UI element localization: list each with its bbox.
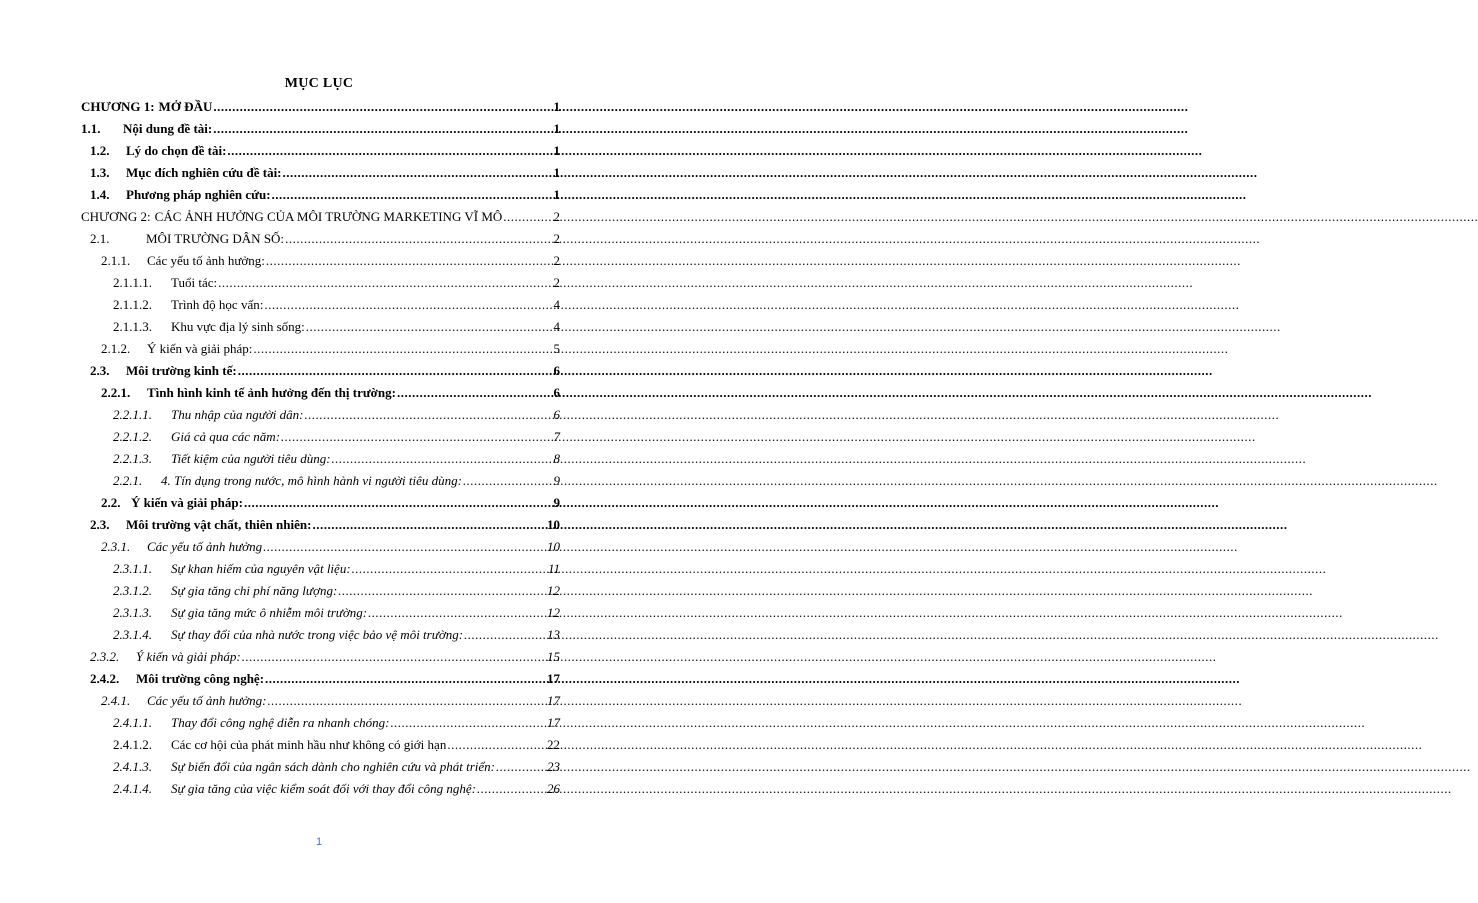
toc-entry-page: 12 — [547, 605, 560, 620]
toc-entry-title: Các cơ hội của phát minh hầu như không có giới hạn — [171, 737, 447, 752]
dot-leader — [390, 712, 546, 734]
dot-leader — [253, 338, 552, 360]
toc-entry-number: 2.4.1.1. — [113, 715, 152, 730]
toc-entry[interactable] — [90, 668, 560, 690]
toc-entry-page: 5 — [553, 341, 560, 356]
toc-entry-number: 2.1.2. — [101, 341, 131, 356]
toc-entry[interactable] — [113, 404, 560, 426]
toc-entry-page: 7 — [553, 429, 560, 444]
toc-entry[interactable] — [113, 734, 560, 756]
toc-entry-number: 2.3. — [90, 517, 110, 532]
toc-entry-title: Các yếu tố ảnh hưởng: — [147, 253, 265, 268]
dot-leader — [477, 778, 546, 800]
toc-entry[interactable] — [90, 140, 560, 162]
toc-entry-title: MỞ ĐẦU — [158, 99, 213, 114]
toc-entry-number: 2.1.1. — [101, 253, 131, 268]
toc-entry-number: 2.4.1.4. — [113, 781, 152, 796]
toc-entry-page: 11 — [547, 561, 560, 576]
dot-leader — [332, 448, 553, 470]
toc-entry[interactable] — [90, 360, 560, 382]
toc-entry-page: 4 — [553, 297, 560, 312]
dot-leader — [312, 514, 546, 536]
toc-entry-title: Tình hình kinh tế ảnh hưởng đến thị trường: — [147, 385, 396, 400]
toc-entry[interactable] — [90, 514, 560, 536]
toc-entry-number: 2.3.1.1. — [113, 561, 152, 576]
toc-entry-title: Sự gia tăng chi phí năng lượng: — [171, 583, 338, 598]
toc-entry-number: 2.1. — [90, 231, 110, 246]
toc-entry-number: 2.2.1. — [101, 385, 131, 400]
toc-entry[interactable] — [113, 470, 560, 492]
toc-entry[interactable] — [113, 624, 560, 646]
toc-entry-page: 2 — [553, 253, 560, 268]
toc-entry-title: Nội dung đề tài: — [123, 121, 213, 136]
toc-entry[interactable] — [101, 492, 560, 514]
toc-entry-number: 2.2. — [101, 495, 121, 510]
dot-leader — [227, 140, 552, 162]
toc-entry-page: 6 — [553, 385, 560, 400]
toc-entry-number: 2.3.1.4. — [113, 627, 152, 642]
toc-entry-number: 2.4.1.3. — [113, 759, 152, 774]
toc-entry-page: 1 — [553, 187, 560, 202]
toc-entry-page: 23 — [547, 759, 560, 774]
dot-leader — [368, 602, 546, 624]
toc-entry-page: 2 — [553, 275, 560, 290]
dot-leader — [242, 646, 546, 668]
toc-entry[interactable] — [90, 162, 560, 184]
dot-leader — [213, 118, 552, 140]
toc-entry-page: 13 — [547, 627, 560, 642]
toc-entry-title: 4. Tín dụng trong nước, mô hình hành vi người tiêu dùng: — [161, 473, 462, 488]
toc-entry[interactable] — [113, 756, 560, 778]
toc-entry[interactable] — [113, 316, 560, 338]
toc-entry[interactable] — [113, 778, 560, 800]
toc-entry-title: Thu nhập của người dân: — [171, 407, 304, 422]
toc-entry-page: 2 — [553, 231, 560, 246]
dot-leader — [265, 668, 546, 690]
toc-entry-number: CHƯƠNG 2: — [81, 209, 151, 224]
toc-entry-title: Sự gia tăng mức ô nhiễm môi trường: — [171, 605, 368, 620]
dot-leader — [352, 558, 547, 580]
dot-leader — [272, 184, 553, 206]
toc-entry[interactable] — [113, 558, 560, 580]
dot-leader — [264, 294, 552, 316]
toc-entry-number: 2.3.1.3. — [113, 605, 152, 620]
toc-entry-number: 2.1.1.2. — [113, 297, 152, 312]
toc-entry[interactable] — [101, 338, 560, 360]
toc-entry-title: Giá cả qua các năm: — [171, 429, 281, 444]
dot-leader — [463, 470, 553, 492]
toc-entry-number: CHƯƠNG 1: — [81, 99, 155, 114]
dot-leader — [266, 250, 553, 272]
toc-entry-page: 4 — [553, 319, 560, 334]
toc-entry-page: 26 — [547, 781, 560, 796]
dot-leader — [285, 228, 552, 250]
dot-leader — [306, 316, 553, 338]
dot-leader — [304, 404, 552, 426]
toc-entry-title: Lý do chọn đề tài: — [126, 143, 227, 158]
dot-leader — [267, 690, 546, 712]
toc-entry-page: 10 — [547, 539, 560, 554]
toc-entry-number: 2.4.1. — [101, 693, 131, 708]
toc-entry-title: Tiết kiệm của người tiêu dùng: — [171, 451, 331, 466]
toc-entry-number: 2.1.1.3. — [113, 319, 152, 334]
dot-leader — [338, 580, 546, 602]
toc-entry[interactable] — [101, 690, 560, 712]
toc-entry-title: CÁC ẢNH HƯỞNG CỦA MÔI TRƯỜNG MARKETING VĨ MÔ — [154, 209, 503, 224]
toc-entry[interactable] — [113, 602, 560, 624]
toc-entry[interactable] — [113, 448, 560, 470]
toc-entry-page: 8 — [553, 451, 560, 466]
toc-entry-page: 1 — [553, 121, 560, 136]
toc-entry[interactable] — [113, 272, 560, 294]
toc-entry-page: 17 — [547, 671, 560, 686]
document-page — [0, 0, 638, 903]
toc-entry[interactable] — [113, 580, 560, 602]
toc-entry[interactable] — [90, 184, 560, 206]
dot-leader — [244, 492, 553, 514]
toc-entry-number: 2.2.1.3. — [113, 451, 152, 466]
toc-entry-number: 1.3. — [90, 165, 110, 180]
toc-entry[interactable] — [81, 206, 560, 228]
toc-entry-page: 12 — [547, 583, 560, 598]
toc-entry-title: Tuổi tác: — [171, 275, 218, 290]
toc-entry-title: Các yếu tố ảnh hưởng: — [147, 693, 267, 708]
toc-entry-page: 1 — [553, 99, 560, 114]
toc-entry[interactable] — [101, 536, 560, 558]
toc-entry-title: Mục đích nghiên cứu đề tài: — [126, 165, 282, 180]
toc-entry-number: 2.4.1.2. — [113, 737, 152, 752]
toc-entry-number: 2.2.1.2. — [113, 429, 152, 444]
page-title: MỤC LỤC — [284, 76, 354, 91]
dot-leader — [397, 382, 553, 404]
toc-entry-page: 17 — [547, 715, 560, 730]
toc-entry[interactable] — [81, 118, 560, 140]
toc-entry-page: 22 — [547, 737, 560, 752]
toc-entry-number: 2.1.1.1. — [113, 275, 152, 290]
toc-entry-number: 2.3. — [90, 363, 110, 378]
toc-entry-page: 6 — [553, 407, 560, 422]
toc-entry[interactable] — [90, 646, 560, 668]
toc-entry[interactable] — [101, 382, 560, 404]
toc-entry-title: Sự gia tăng của việc kiểm soát đối với thay đổi công nghệ: — [171, 781, 477, 796]
toc-entry-title: Thay đổi công nghệ diễn ra nhanh chóng: — [171, 715, 390, 730]
toc-entry-number: 2.3.2. — [90, 649, 120, 664]
toc-entry-title: Trình độ học vấn: — [171, 297, 264, 312]
toc-entry-number: 2.2.1. — [113, 473, 143, 488]
toc-entry-title: Môi trường công nghệ: — [136, 671, 265, 686]
toc-entry[interactable] — [113, 294, 560, 316]
dot-leader — [218, 272, 552, 294]
dot-leader — [447, 734, 546, 756]
dot-leader — [263, 536, 546, 558]
dot-leader — [496, 756, 546, 778]
toc-entry-page: 1 — [553, 165, 560, 180]
toc-entry-number: 2.2.1.1. — [113, 407, 152, 422]
toc-entry-page: 1 — [553, 143, 560, 158]
toc-entry-page: 2 — [553, 209, 560, 224]
toc-entry-title: Các yếu tố ảnh hưởng — [147, 539, 263, 554]
toc-entry-number: 1.1. — [81, 121, 101, 136]
toc-entry-page: 15 — [547, 649, 560, 664]
toc-entry-title: Khu vực địa lý sinh sống: — [171, 319, 305, 334]
dot-leader — [464, 624, 546, 646]
toc-entry[interactable] — [81, 96, 560, 118]
dot-leader — [281, 426, 552, 448]
toc-entry-title: Môi trường vật chất, thiên nhiên: — [126, 517, 312, 532]
toc-entry-title: Sự biến đổi của ngân sách dành cho nghiên cứu và phát triển: — [171, 759, 495, 774]
toc-entry-title: Ý kiến và giải pháp: — [136, 649, 241, 664]
toc-entry[interactable] — [113, 426, 560, 448]
dot-leader — [238, 360, 553, 382]
toc-entry-number: 2.4.2. — [90, 671, 120, 686]
toc-entry-number: 2.3.1.2. — [113, 583, 152, 598]
toc-entry-title: Phương pháp nghiên cứu: — [126, 187, 271, 202]
toc-entry-page: 10 — [547, 517, 560, 532]
toc-entry-title: MÔI TRƯỜNG DÂN SỐ: — [146, 231, 285, 246]
toc-entry-title: Ý kiến và giải pháp: — [131, 495, 243, 510]
toc-entry-page: 17 — [547, 693, 560, 708]
dot-leader — [213, 96, 552, 118]
toc-entry-number: 2.3.1. — [101, 539, 131, 554]
toc-entry[interactable] — [113, 712, 560, 734]
dot-leader — [503, 206, 552, 228]
toc-entry-number: 1.2. — [90, 143, 110, 158]
toc-entry-title: Ý kiến và giải pháp: — [147, 341, 253, 356]
toc-entry-title: Sự khan hiếm của nguyên vật liệu: — [171, 561, 351, 576]
toc-entry-page: 6 — [553, 363, 560, 378]
page-number: 1 — [315, 836, 323, 848]
toc-entry-title: Sự thay đổi của nhà nước trong việc bảo vệ môi trường: — [171, 627, 464, 642]
toc-entry[interactable] — [101, 250, 560, 272]
toc-entry-title: Môi trường kinh tế: — [126, 363, 237, 378]
toc-entry-page: 9 — [553, 473, 560, 488]
toc-entry-page: 9 — [553, 495, 560, 510]
toc-entry-number: 1.4. — [90, 187, 110, 202]
dot-leader — [283, 162, 553, 184]
toc-entry[interactable] — [90, 228, 560, 250]
